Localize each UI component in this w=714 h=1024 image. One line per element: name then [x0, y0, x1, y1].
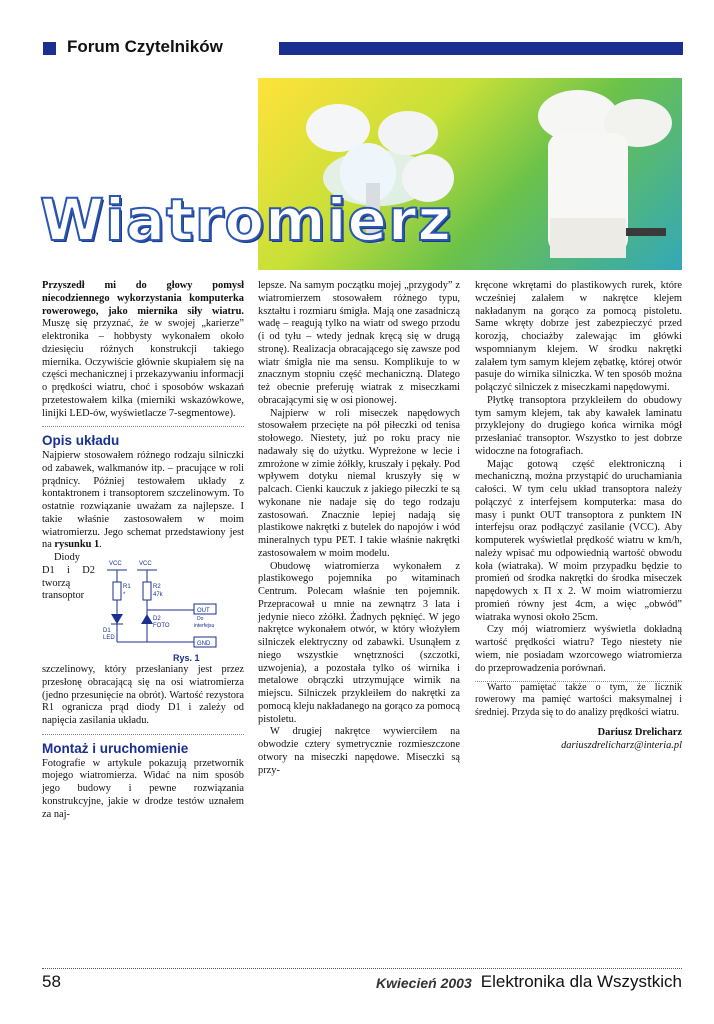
page-number: 58: [42, 972, 61, 991]
opis-paragraph-2: [42, 552, 244, 728]
led-label: LED: [103, 635, 115, 641]
divider: [42, 734, 244, 735]
author-name: Dariusz Drelicharz: [597, 726, 682, 738]
section-header: [43, 37, 683, 56]
header-square: [43, 42, 56, 55]
vcc1-label: VCC: [109, 561, 122, 567]
column-1: [42, 280, 244, 821]
heading-montaz: Montaż i uruchomienie: [42, 740, 189, 756]
opis-period: .: [99, 539, 102, 551]
divider: [42, 426, 244, 427]
article-title: Wiatromierz: [40, 186, 453, 254]
signature: [475, 727, 682, 753]
out-label: OUT: [197, 608, 210, 614]
montaz-paragraph-5: Płytkę transoptora przykleiłem do obudowy tym samym klejem, tak aby kawałek laminatu przyklejony do drugiego końca wirnika mógł przesłaniać transoptor. Wszystko to jest dobrze widoczne na fotografiach.: [475, 394, 682, 457]
lead-rest: Muszę się przyznać, że w swojej „karierze” elektronika – hobbysty wykonałem około dziesięciu różnych konstrukcji takiego miernika. Oczywiście głównie skupiałem się na części mechanicznej i przekazywaniu informacji o prędkości wiatru, choć i sposobów wskazań przetestowałem kilka (mierniki wskazówkowe, linijki LED-ów, wyświetlacze 7-segmentowe).: [42, 318, 244, 419]
do-label: Do: [197, 616, 204, 622]
heading-opis: Opis układu: [42, 433, 120, 449]
r1-label: R1: [123, 584, 131, 590]
montaz-paragraph-3: Obudowę wiatromierza wykonałem z plastikowego pojemnika po witaminach Centrum. Polecam właśnie ten pojemnik. Przepracował u mnie na zewnątrz 3 lata i jedynie nieco zżółkł. Żadnych pęknięć. W jego nakrętce wykonałem otwór, w który włożyłem silniczek elektryczny od zabawki. Usunąłem z niego wszystkie wnętrzności (szczotki, uzwojenia), a pozostała tylko oś wirnika i metalowe obrączki utrzymujące wirnik na miejscu. Silniczek przykleiłem do nakrętki za pomocą kleju nakładanego na gorąco za pomocą pistoletu.: [258, 560, 460, 725]
magazine-name: Elektronika dla Wszystkich: [480, 972, 682, 991]
montaz-paragraph-4a: W drugiej nakrętce wywierciłem na obwodzie cztery symetrycznie rozmieszczone otwory na miseczki napędowe. Miseczki są przy-: [258, 726, 460, 776]
opis-text-2: Diody D1 i D2 tworzą transoptor szczelinowy, który przesłaniany jest przez przesłonę obracającą się na osi wiatromierza (jedno przesunięcie na obrót). Wartość rezystora R1 ogranicza prąd diody D1 i zależy od napięcia zasilania układu.: [42, 552, 244, 726]
montaz-paragraph-7: Czy mój wiatromierz wyświetla dokładną wartość prędkości wiatru? Tego niestety nie wiem, nie posiadam wzorcowego wiatromierza do przeprowadzenia porównań.: [475, 624, 682, 674]
d2-label: D2: [153, 616, 161, 622]
note-paragraph: Warto pamiętać także o tym, że licznik rowerowy ma pamięć wartości maksymalnej i średniej. Przyda się to do analizy prędkości wiatru.: [475, 682, 682, 718]
opis-paragraph-1: [42, 450, 244, 552]
r1-value: *: [123, 592, 126, 598]
montaz-paragraph-6: Mając gotową część elektroniczną i mechaniczną, można przystąpić do uruchamiania całości. W tym celu układ transoptora należy połączyć z interfejsem komputerka: masa do masy i punkt OUT transoptora z punktem IN interfejsu oraz podłączyć zasilanie (VCC). Aby komputerek wyświetlał prędkość wiatru w km/h, należy wpisać mu odpowiednią wartość obwodu koła (wiatraka). W moim przypadku będzie to promień od środka nakrętki do środka miseczek napędowych x Π x 2. W moim wiatromierzu promień równy jest 4cm, a więc „obwód” wiatraka wynosi około 25cm.: [475, 458, 682, 623]
vcc2-label: VCC: [139, 561, 152, 567]
lead-paragraph: [42, 280, 244, 420]
d1-label: D1: [103, 628, 111, 634]
footer-divider: [42, 968, 682, 969]
column-2: [258, 280, 460, 777]
schematic-figure: [99, 552, 244, 664]
lead-bold: Przyszedł mi do głowy pomysł niecodziennego wykorzystania komputerka rowerowego, jako miernika siły wiatru.: [42, 280, 244, 317]
column-3: [475, 280, 682, 752]
header-bar: [279, 42, 683, 55]
issue-date: Kwiecień 2003: [376, 975, 472, 991]
r2-value: 47k: [153, 592, 163, 598]
interface-label: interfejsu: [194, 623, 215, 629]
section-title: Forum Czytelników: [67, 37, 223, 56]
author-email: dariuszdrelicharz@interia.pl: [561, 739, 682, 751]
montaz-paragraph-4b: kręcone wkrętami do plastikowych rurek, które wcześniej zalałem w nakrętce klejem nakładanym na gorąco za pomocą pistoletu. Same wkręty dobrze jest zabezpieczyć przed korozją, chociażby zalewając im główki wspomnianym klejem. W środku nakrętki zalałem tym samym klejem zębatkę, której otwór pasuje do wirnika silniczka. W ten sposób można połączyć silniczek z miseczkami napędowymi.: [475, 280, 682, 393]
montaz-paragraph-2: Najpierw w roli miseczek napędowych stosowałem przecięte na pół piłeczki od tenisa stołowego. Niestety, już po roku pracy nie nadawały się do użytku. Wypreżone w lecie i zmrożone w zimie żółkły, kruszały i pękały. Pod wpływem dotyku niemal kruszyły się w palcach. Cienki kauczuk z jakiego piłeczki te są wykonane nie nadaje się do tego rodzaju zastosowań. Znacznie lepiej nadają się plastikowe nakrętki z butelek do napojów i wód mineralnych typu PET. I takie właśnie nakrętki zastosowałem w moim modelu.: [258, 407, 460, 559]
montaz-start: Fotografie w artykule pokazują przetwornik mojego wiatromierza. Widać na nim sposób jego budowy i pewne rozwiązania konstrukcyjne, jakie w drodze testów uznałem za naj-: [42, 757, 244, 820]
circuit-schematic: [99, 552, 244, 652]
gnd-label: GND: [197, 641, 211, 647]
r2-label: R2: [153, 584, 161, 590]
figure-reference: rysunku 1: [54, 539, 100, 551]
opis-text: Najpierw stosowałem różnego rodzaju silniczki od zabawek, walkmanów itp. – pracujące w roli prądnicy. Później testowałem układy z kontaktronem i transoptorem szczelinowym. To ostatnie rozwiązanie uważam za najlepsze. I takie właśnie zastosowałem w moim wiatromierzu. Jego schemat przedstawiony jest na: [42, 450, 244, 551]
foto-label: FOTO: [153, 623, 170, 629]
figure-caption: Rys. 1: [173, 653, 200, 663]
montaz-cont: lepsze. Na samym początku mojej „przygody” z wiatromierzem stosowałem różnego typu, kształtu i rozmiaru śmigła. Mają one zasadniczą wadę – reagują tylko na wiatr od swego przodu (i od tyłu – wtedy jednak kręcą się w drugą stronę). Realizacja obracającego się zawsze pod wiatr śmigła nie ma sensu. Komplikuje to w znacznym stopniu część mechaniczną. Dlatego też obecnie preferuję wiatrak z miseczkami obracającymi się w osi pionowej.: [258, 280, 460, 406]
